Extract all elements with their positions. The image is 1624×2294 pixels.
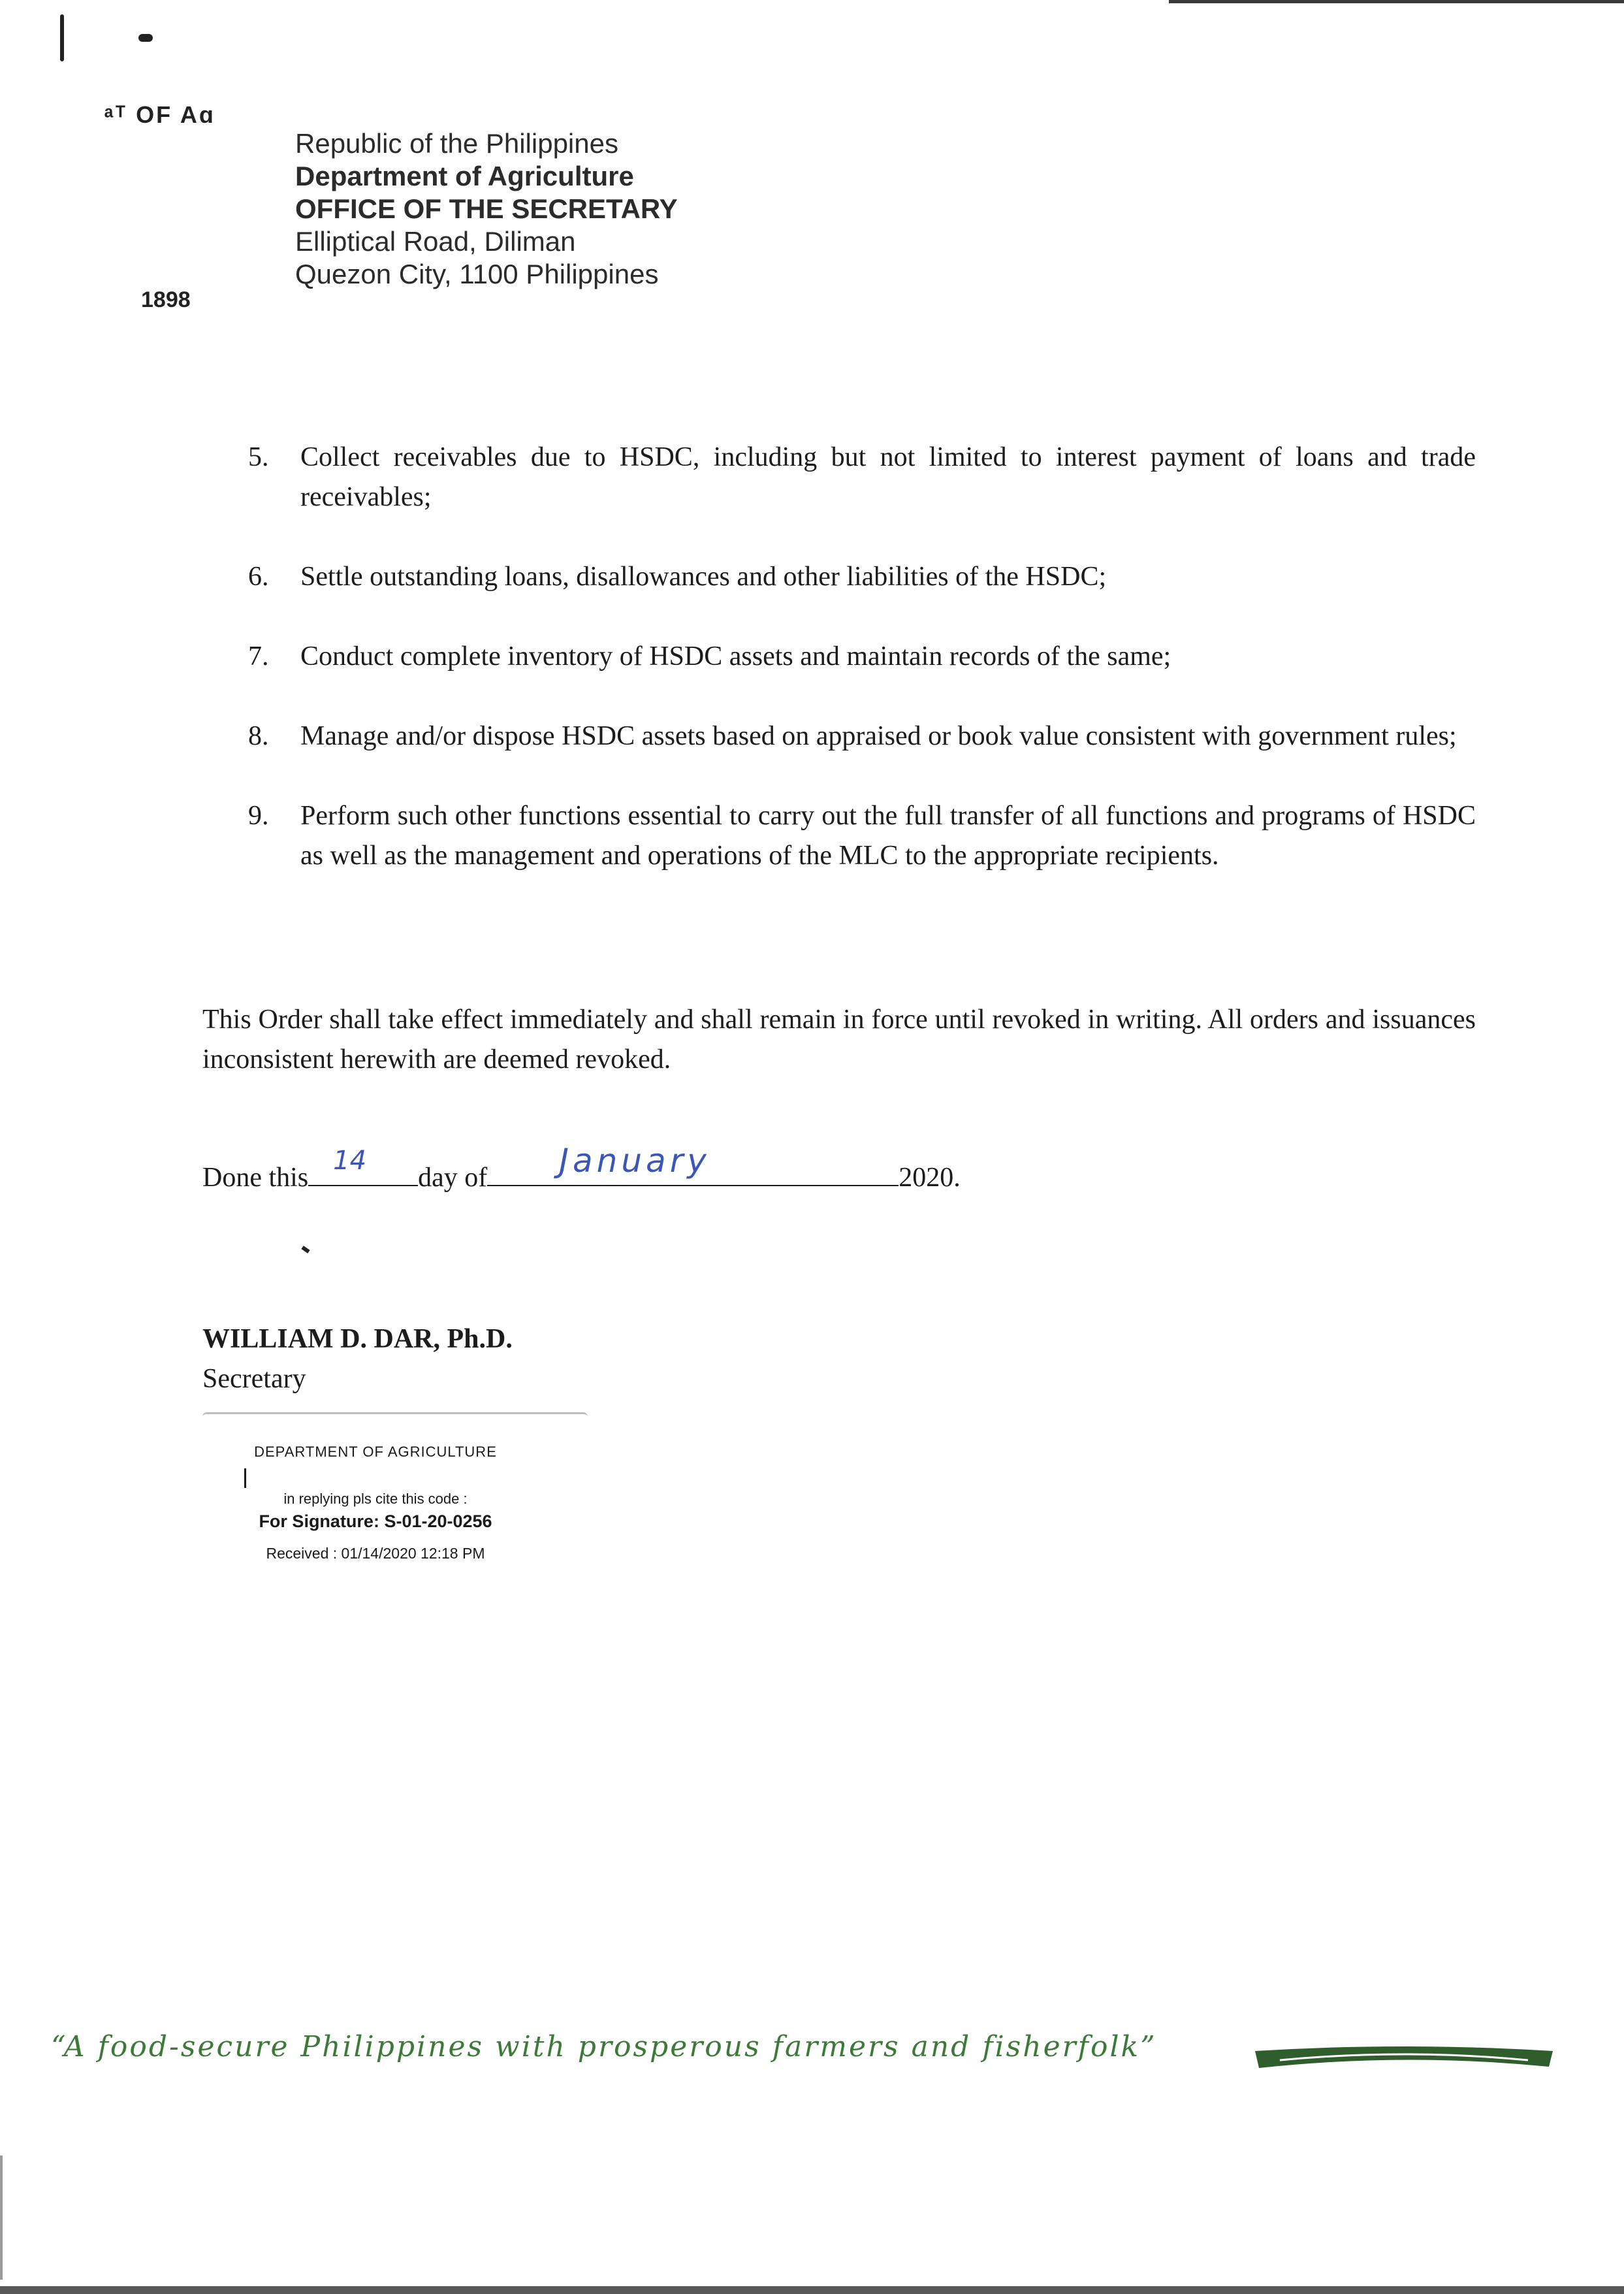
seal-fragment: ᵃᵀ OF Aɑ xyxy=(104,101,215,128)
scan-speck xyxy=(301,1246,310,1253)
scan-speck xyxy=(60,14,64,61)
handwritten-month: January xyxy=(559,1142,710,1180)
item-number: 5. xyxy=(248,442,269,472)
closing-paragraph: This Order shall take effect immediately and shall remain in force until revoked in writing. All orders and issuances inconsistent herewith are deemed revoked. xyxy=(202,1005,1476,1074)
signatory-name: WILLIAM D. DAR, Ph.D. xyxy=(202,1324,513,1354)
item-number: 9. xyxy=(248,801,269,831)
function-list xyxy=(248,438,1476,916)
item-number: 7. xyxy=(248,641,269,671)
item-text: Conduct complete inventory of HSDC assets and maintain records of the same; xyxy=(300,641,1171,671)
item-text: Settle outstanding loans, disallowances and other liabilities of the HSDC; xyxy=(300,562,1107,592)
item-text: Perform such other functions essential to carry out the full transfer of all functions and programs of HSDC as well as the management and operations of the MLC to the appropriate recipients. xyxy=(300,801,1476,871)
item-text: Manage and/or dispose HSDC assets based on appraised or book value consistent with government rules; xyxy=(300,721,1457,751)
list-item xyxy=(248,796,1476,876)
date-prefix: Done this xyxy=(202,1163,309,1193)
date-middle: day of xyxy=(418,1163,488,1193)
stamp-department: DEPARTMENT OF AGRICULTURE xyxy=(254,1444,497,1460)
item-number: 6. xyxy=(248,562,269,592)
item-text: Collect receivables due to HSDC, including but not limited to interest payment of loans and trade receivables; xyxy=(300,442,1476,512)
letterhead xyxy=(295,127,678,291)
letterhead-republic: Republic of the Philippines xyxy=(295,128,618,159)
footer-motto: “A food-secure Philippines with prosperous farmers and fisherfolk” xyxy=(51,2030,1157,2063)
list-item xyxy=(248,717,1476,756)
stamp-cite: in replying pls cite this code : xyxy=(283,1491,468,1507)
list-item xyxy=(248,557,1476,597)
scan-edge-mark xyxy=(0,2156,3,2280)
bottom-edge-rule xyxy=(0,2286,1624,2294)
date-line xyxy=(202,1142,961,1198)
day-blank xyxy=(308,1146,418,1186)
list-item xyxy=(248,438,1476,517)
signature-block xyxy=(202,1319,513,1399)
signatory-title: Secretary xyxy=(202,1364,306,1394)
month-blank xyxy=(487,1142,899,1186)
stamp-received: Received : 01/14/2020 12:18 PM xyxy=(266,1545,485,1562)
letterhead-address-street: Elliptical Road, Diliman xyxy=(295,226,576,257)
letterhead-department: Department of Agriculture xyxy=(295,161,634,191)
top-edge-rule xyxy=(1169,0,1624,3)
list-item xyxy=(248,637,1476,677)
seal-year: 1898 xyxy=(141,287,191,312)
letterhead-office: OFFICE OF THE SECRETARY xyxy=(295,193,678,224)
received-stamp xyxy=(235,1444,516,1562)
letterhead-address-city: Quezon City, 1100 Philippines xyxy=(295,259,659,289)
ribbon-icon xyxy=(1254,2046,1554,2073)
stamp-code: For Signature: S-01-20-0256 xyxy=(259,1511,492,1531)
date-suffix: 2020. xyxy=(899,1163,961,1193)
item-number: 8. xyxy=(248,721,269,751)
scan-speck xyxy=(138,34,153,42)
stamp-arc xyxy=(202,1412,588,1417)
handwritten-day: 14 xyxy=(333,1146,367,1176)
